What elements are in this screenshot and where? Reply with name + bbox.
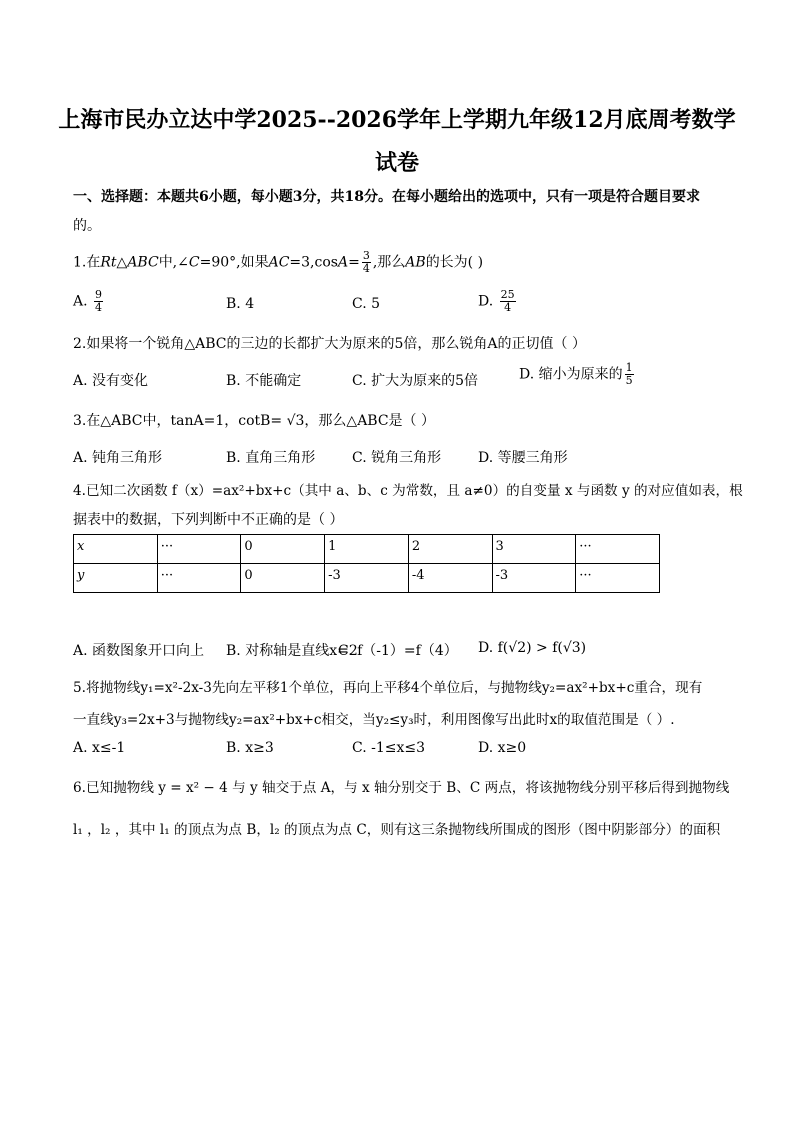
- question-4-line2: 据表中的数据，下列判断中不正确的是（ ）: [73, 512, 344, 528]
- q5-option-a: A. x≤-1: [73, 740, 126, 756]
- table-cell: 2: [408, 535, 492, 564]
- q1-ac: AC: [268, 254, 290, 271]
- q1-option-d: D. $\frac{25}{4}$: [478, 288, 515, 314]
- q1-fraction: [362, 250, 371, 275]
- q2-option-a: A. 没有变化: [73, 373, 149, 389]
- q2-option-b: B. 不能确定: [226, 373, 302, 389]
- q1-prefix: 1.在: [73, 254, 101, 271]
- value-table: [73, 534, 660, 593]
- question-6-line2: l₁ ，l₂ ，其中 l₁ 的顶点为点 B，l₂ 的顶点为点 C，则有这三条抛物线所围成的图形（图中阴影部分）的面积: [73, 822, 721, 838]
- table-cell: ···: [576, 564, 660, 593]
- q5-option-c: C. -1≤x≤3: [352, 740, 426, 756]
- section-heading: 一、选择题：本题共6小题，每小题3分，共18分。在每小题给出的选项中，只有一项是符合题目要求: [73, 189, 700, 205]
- q2-option-c: C. 扩大为原来的5倍: [352, 373, 479, 389]
- table-cell: -3: [325, 564, 409, 593]
- q3-option-b: B. 直角三角形: [226, 450, 316, 466]
- q4-option-d: D. f(√2) > f(√3): [478, 640, 587, 656]
- question-1: [73, 250, 483, 275]
- table-row: [74, 564, 660, 593]
- q1-mid1: 中,∠: [158, 254, 189, 271]
- q3-option-d: D. 等腰三角形: [478, 450, 568, 466]
- table-cell: ···: [157, 564, 241, 593]
- q1-c: C: [188, 254, 200, 271]
- q1-ab: AB: [405, 254, 426, 271]
- table-cell: 0: [241, 535, 325, 564]
- question-5-line1: 5.将抛物线y₁=x²-2x-3先向左平移1个单位，再向上平移4个单位后，与抛物线y₂=ax²+bx+c重合，现有: [73, 680, 703, 696]
- question-2: 2.如果将一个锐角△ABC的三边的长都扩大为原来的5倍，那么锐角A的正切值（ ）: [73, 336, 586, 352]
- q1-option-c: C. 5: [352, 296, 381, 312]
- question-4-line1: 4.已知二次函数 f（x）=ax²+bx+c（其中 a、b、c 为常数，且 a≠0）的自变量 x 与函数 y 的对应值如表，根: [73, 483, 743, 499]
- table-cell: -4: [408, 564, 492, 593]
- q1-mid4: ,那么: [372, 254, 406, 271]
- q2-option-d: D. 缩小为原来的 $\frac{1}{5}$: [519, 361, 633, 387]
- q3-option-c: C. 锐角三角形: [352, 450, 442, 466]
- q4-option-a: A. 函数图象开口向上: [73, 643, 205, 659]
- table-cell: ···: [576, 535, 660, 564]
- table-cell: 3: [492, 535, 576, 564]
- q1-end: 的长为( ): [425, 254, 484, 271]
- page-title-line1: 上海市民办立达中学2025--2026学年上学期九年级12月底周考数学: [58, 107, 736, 133]
- q4-option-c: C. f（-1）=f（4）: [338, 643, 458, 659]
- table-cell: ···: [157, 535, 241, 564]
- q1-option-b: B. 4: [226, 296, 255, 312]
- question-5-line2: 一直线y₃=2x+3与抛物线y₂=ax²+bx+c相交，当y₂≤y₃时，利用图像写出此时x的取值范围是（ ）.: [73, 712, 675, 728]
- q5-option-d: D. x≥0: [478, 740, 527, 756]
- q1-option-a: A. $\frac{9}{4}$: [73, 288, 103, 314]
- table-cell: 1: [325, 535, 409, 564]
- q1-a: A: [337, 254, 349, 271]
- table-cell: y: [74, 564, 158, 593]
- q1-frac-num: 3: [362, 249, 370, 262]
- q1-frac-den: 4: [362, 262, 370, 275]
- q3-option-a: A. 钝角三角形: [73, 450, 163, 466]
- page-title-line2: 试卷: [374, 150, 419, 176]
- q1-mid3: =3,cos: [289, 254, 338, 271]
- q5-option-b: B. x≥3: [226, 740, 274, 756]
- question-3: 3.在△ABC中，tanA=1，cotB= √3，那么△ABC是（ ）: [73, 413, 436, 429]
- table-cell: 0: [241, 564, 325, 593]
- q1-tri: △: [116, 254, 128, 271]
- q1-eq: =: [348, 254, 360, 271]
- question-6-line1: 6.已知抛物线 y = x² − 4 与 y 轴交于点 A，与 x 轴分别交于 B、C 两点，将该抛物线分别平移后得到抛物线: [73, 780, 730, 796]
- table-cell: x: [74, 535, 158, 564]
- section-heading-cont: 的。: [73, 218, 101, 234]
- table-cell: -3: [492, 564, 576, 593]
- table-row: [74, 535, 660, 564]
- q1-mid2: =90°,如果: [199, 254, 269, 271]
- q1-rt: Rt: [100, 254, 117, 271]
- q4-option-b: B. 对称轴是直线x=2: [226, 643, 358, 659]
- q1-abc: ABC: [127, 254, 159, 271]
